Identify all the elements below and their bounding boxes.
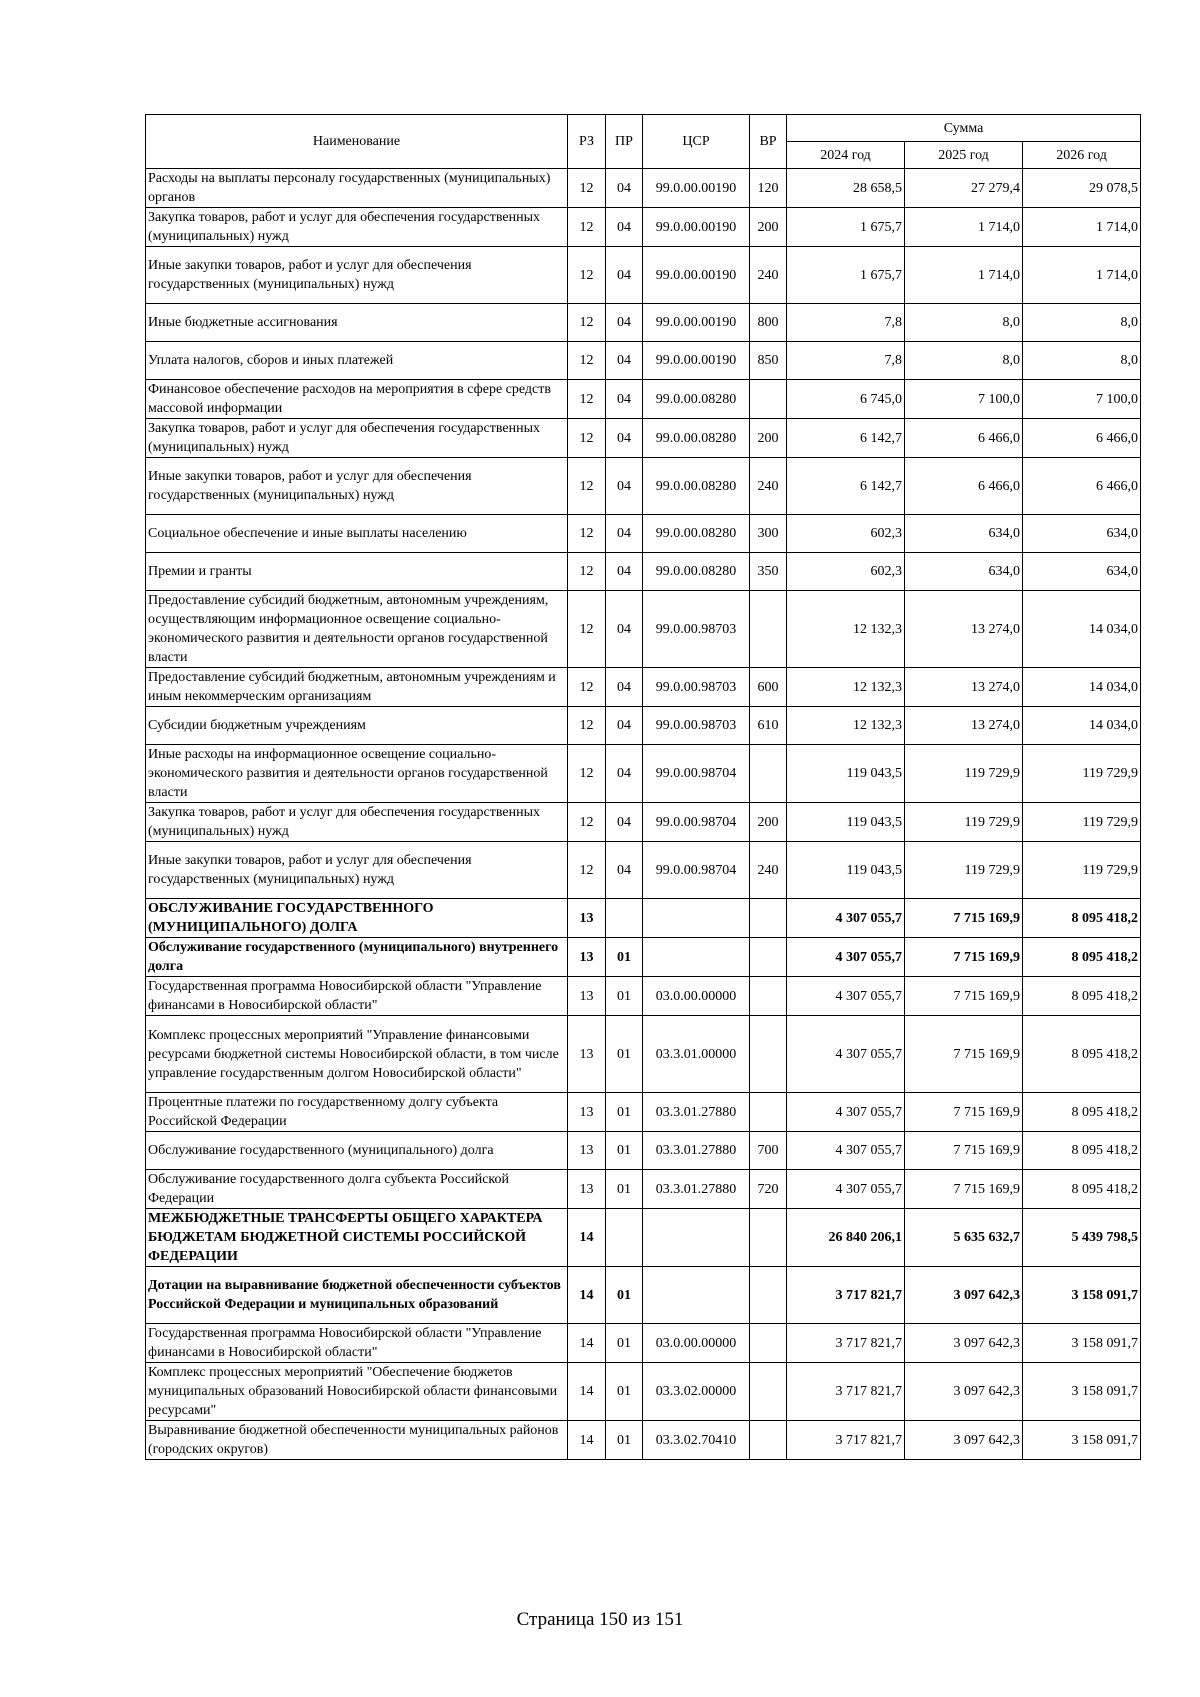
cell-name: Обслуживание государственного (муниципального) долга [146, 1132, 568, 1170]
cell-2025: 8,0 [905, 342, 1023, 380]
cell-name: Иные закупки товаров, работ и услуг для обеспечения государственных (муниципальных) нужд [146, 842, 568, 899]
cell-rz: 12 [568, 169, 606, 208]
cell-csr: 99.0.00.08280 [643, 553, 750, 591]
cell-2024: 3 717 821,7 [787, 1363, 905, 1421]
cell-2025: 634,0 [905, 515, 1023, 553]
cell-pr: 04 [606, 842, 643, 899]
cell-2024: 4 307 055,7 [787, 938, 905, 977]
cell-pr: 01 [606, 1132, 643, 1170]
cell-2025: 3 097 642,3 [905, 1324, 1023, 1363]
cell-2026: 1 714,0 [1023, 247, 1141, 304]
cell-pr: 01 [606, 1016, 643, 1093]
cell-2026: 8 095 418,2 [1023, 899, 1141, 938]
cell-csr [643, 1209, 750, 1267]
cell-rz: 12 [568, 458, 606, 515]
cell-name: ОБСЛУЖИВАНИЕ ГОСУДАРСТВЕННОГО (МУНИЦИПАЛЬНОГО) ДОЛГА [146, 899, 568, 938]
table-row [146, 1324, 1141, 1363]
table-row [146, 1132, 1141, 1170]
cell-2026: 634,0 [1023, 553, 1141, 591]
cell-2026: 5 439 798,5 [1023, 1209, 1141, 1267]
table-row [146, 419, 1141, 458]
cell-2025: 119 729,9 [905, 842, 1023, 899]
cell-2025: 7 715 169,9 [905, 977, 1023, 1016]
cell-2024: 12 132,3 [787, 707, 905, 745]
cell-rz: 14 [568, 1209, 606, 1267]
cell-2026: 119 729,9 [1023, 842, 1141, 899]
cell-rz: 14 [568, 1324, 606, 1363]
table-row [146, 1363, 1141, 1421]
table-header-row [146, 115, 1141, 142]
cell-vr: 300 [750, 515, 787, 553]
cell-name: МЕЖБЮДЖЕТНЫЕ ТРАНСФЕРТЫ ОБЩЕГО ХАРАКТЕРА БЮДЖЕТАМ БЮДЖЕТНОЙ СИСТЕМЫ РОССИЙСКОЙ ФЕДЕРАЦИИ [146, 1209, 568, 1267]
cell-2024: 4 307 055,7 [787, 899, 905, 938]
cell-name: Предоставление субсидий бюджетным, автономным учреждениям и иным некоммерческим организациям [146, 668, 568, 707]
cell-2026: 3 158 091,7 [1023, 1267, 1141, 1324]
cell-name: Предоставление субсидий бюджетным, автономным учреждениям, осуществляющим информационное освещение социально-экономического развития и деятельности органов государственной власти [146, 591, 568, 668]
cell-rz: 13 [568, 1093, 606, 1132]
cell-2025: 3 097 642,3 [905, 1363, 1023, 1421]
cell-2025: 7 715 169,9 [905, 1093, 1023, 1132]
cell-csr: 99.0.00.00190 [643, 247, 750, 304]
table-row [146, 1093, 1141, 1132]
cell-vr: 720 [750, 1170, 787, 1209]
table-row [146, 458, 1141, 515]
header-name: Наименование [146, 115, 568, 169]
cell-name: Расходы на выплаты персоналу государственных (муниципальных) органов [146, 169, 568, 208]
cell-2024: 4 307 055,7 [787, 1093, 905, 1132]
cell-vr: 200 [750, 419, 787, 458]
table-row [146, 977, 1141, 1016]
cell-pr: 01 [606, 1324, 643, 1363]
cell-csr: 03.3.02.00000 [643, 1363, 750, 1421]
cell-2025: 7 715 169,9 [905, 1170, 1023, 1209]
cell-2024: 28 658,5 [787, 169, 905, 208]
cell-name: Обслуживание государственного долга субъекта Российской Федерации [146, 1170, 568, 1209]
cell-rz: 13 [568, 1016, 606, 1093]
cell-name: Государственная программа Новосибирской области "Управление финансами в Новосибирской области" [146, 977, 568, 1016]
cell-2025: 6 466,0 [905, 458, 1023, 515]
cell-csr: 99.0.00.98703 [643, 668, 750, 707]
cell-vr: 610 [750, 707, 787, 745]
cell-rz: 14 [568, 1421, 606, 1460]
cell-csr: 99.0.00.00190 [643, 208, 750, 247]
cell-name: Выравнивание бюджетной обеспеченности муниципальных районов (городских округов) [146, 1421, 568, 1460]
cell-csr: 03.3.01.27880 [643, 1132, 750, 1170]
cell-vr: 120 [750, 169, 787, 208]
cell-csr: 99.0.00.08280 [643, 458, 750, 515]
cell-rz: 14 [568, 1267, 606, 1324]
cell-2025: 6 466,0 [905, 419, 1023, 458]
cell-2025: 1 714,0 [905, 247, 1023, 304]
cell-name: Уплата налогов, сборов и иных платежей [146, 342, 568, 380]
cell-2024: 4 307 055,7 [787, 1016, 905, 1093]
cell-2026: 634,0 [1023, 515, 1141, 553]
cell-vr: 200 [750, 803, 787, 842]
header-year-2025: 2025 год [905, 142, 1023, 169]
cell-2026: 8 095 418,2 [1023, 1093, 1141, 1132]
table-row [146, 938, 1141, 977]
header-vr: ВР [750, 115, 787, 169]
cell-2024: 4 307 055,7 [787, 1132, 905, 1170]
cell-pr: 01 [606, 1421, 643, 1460]
cell-name: Иные закупки товаров, работ и услуг для обеспечения государственных (муниципальных) нужд [146, 458, 568, 515]
cell-2024: 1 675,7 [787, 247, 905, 304]
cell-pr: 04 [606, 342, 643, 380]
cell-2026: 8 095 418,2 [1023, 938, 1141, 977]
table-row [146, 247, 1141, 304]
cell-name: Социальное обеспечение и иные выплаты населению [146, 515, 568, 553]
cell-csr [643, 1267, 750, 1324]
cell-2024: 3 717 821,7 [787, 1267, 905, 1324]
cell-vr [750, 938, 787, 977]
cell-2026: 14 034,0 [1023, 668, 1141, 707]
cell-vr [750, 1016, 787, 1093]
cell-2024: 1 675,7 [787, 208, 905, 247]
cell-2024: 119 043,5 [787, 842, 905, 899]
cell-rz: 12 [568, 247, 606, 304]
cell-2024: 6 142,7 [787, 419, 905, 458]
header-pr: ПР [606, 115, 643, 169]
cell-2024: 119 043,5 [787, 745, 905, 803]
cell-rz: 14 [568, 1363, 606, 1421]
cell-2025: 7 100,0 [905, 380, 1023, 419]
cell-name: Государственная программа Новосибирской области "Управление финансами в Новосибирской области" [146, 1324, 568, 1363]
cell-2026: 119 729,9 [1023, 803, 1141, 842]
cell-vr: 240 [750, 247, 787, 304]
cell-rz: 12 [568, 707, 606, 745]
cell-pr: 04 [606, 380, 643, 419]
cell-2024: 12 132,3 [787, 591, 905, 668]
cell-csr: 99.0.00.98704 [643, 745, 750, 803]
table-row [146, 1421, 1141, 1460]
cell-2026: 3 158 091,7 [1023, 1324, 1141, 1363]
cell-2026: 6 466,0 [1023, 458, 1141, 515]
cell-vr [750, 1324, 787, 1363]
cell-2025: 13 274,0 [905, 668, 1023, 707]
cell-rz: 12 [568, 842, 606, 899]
page-number: Страница 150 из 151 [516, 1609, 684, 1630]
cell-rz: 12 [568, 304, 606, 342]
cell-2026: 8 095 418,2 [1023, 1170, 1141, 1209]
cell-name: Иные закупки товаров, работ и услуг для обеспечения государственных (муниципальных) нужд [146, 247, 568, 304]
cell-csr: 03.3.01.27880 [643, 1170, 750, 1209]
table-body [146, 169, 1141, 1460]
cell-pr: 04 [606, 745, 643, 803]
cell-vr [750, 1209, 787, 1267]
cell-pr: 04 [606, 707, 643, 745]
cell-2024: 3 717 821,7 [787, 1421, 905, 1460]
table-row [146, 1209, 1141, 1267]
table-row [146, 208, 1141, 247]
cell-csr: 99.0.00.00190 [643, 342, 750, 380]
cell-vr [750, 591, 787, 668]
cell-vr: 200 [750, 208, 787, 247]
header-year-2026: 2026 год [1023, 142, 1141, 169]
cell-csr: 99.0.00.98703 [643, 707, 750, 745]
cell-vr [750, 1421, 787, 1460]
cell-2025: 5 635 632,7 [905, 1209, 1023, 1267]
cell-csr: 99.0.00.00190 [643, 169, 750, 208]
cell-rz: 12 [568, 419, 606, 458]
cell-pr: 04 [606, 553, 643, 591]
table-row [146, 304, 1141, 342]
cell-name: Закупка товаров, работ и услуг для обеспечения государственных (муниципальных) нужд [146, 208, 568, 247]
cell-2024: 3 717 821,7 [787, 1324, 905, 1363]
header-rz: РЗ [568, 115, 606, 169]
header-year-2024: 2024 год [787, 142, 905, 169]
cell-vr [750, 1363, 787, 1421]
table-row [146, 707, 1141, 745]
cell-pr: 04 [606, 304, 643, 342]
cell-vr [750, 745, 787, 803]
cell-vr: 600 [750, 668, 787, 707]
cell-name: Иные бюджетные ассигнования [146, 304, 568, 342]
cell-name: Комплекс процессных мероприятий "Обеспечение бюджетов муниципальных образований Новосибирской области финансовыми ресурсами" [146, 1363, 568, 1421]
table-row [146, 1170, 1141, 1209]
cell-2025: 7 715 169,9 [905, 899, 1023, 938]
cell-name: Премии и гранты [146, 553, 568, 591]
cell-pr: 04 [606, 668, 643, 707]
cell-pr: 01 [606, 1170, 643, 1209]
table-row [146, 591, 1141, 668]
cell-vr: 850 [750, 342, 787, 380]
cell-rz: 12 [568, 591, 606, 668]
cell-rz: 13 [568, 899, 606, 938]
cell-2025: 119 729,9 [905, 745, 1023, 803]
cell-2024: 6 745,0 [787, 380, 905, 419]
cell-csr: 99.0.00.08280 [643, 380, 750, 419]
cell-2025: 3 097 642,3 [905, 1267, 1023, 1324]
cell-name: Закупка товаров, работ и услуг для обеспечения государственных (муниципальных) нужд [146, 419, 568, 458]
cell-pr: 04 [606, 515, 643, 553]
cell-2025: 13 274,0 [905, 707, 1023, 745]
cell-name: Процентные платежи по государственному долгу субъекта Российской Федерации [146, 1093, 568, 1132]
cell-2024: 602,3 [787, 553, 905, 591]
cell-csr [643, 938, 750, 977]
cell-2026: 1 714,0 [1023, 208, 1141, 247]
cell-csr: 99.0.00.08280 [643, 515, 750, 553]
table-row [146, 1016, 1141, 1093]
cell-2025: 13 274,0 [905, 591, 1023, 668]
cell-2026: 29 078,5 [1023, 169, 1141, 208]
cell-vr: 800 [750, 304, 787, 342]
cell-2026: 8,0 [1023, 342, 1141, 380]
cell-2024: 12 132,3 [787, 668, 905, 707]
cell-vr [750, 1267, 787, 1324]
cell-pr: 04 [606, 803, 643, 842]
cell-pr [606, 1209, 643, 1267]
cell-csr: 03.3.02.70410 [643, 1421, 750, 1460]
table-row [146, 169, 1141, 208]
cell-2026: 14 034,0 [1023, 707, 1141, 745]
cell-2024: 26 840 206,1 [787, 1209, 905, 1267]
table-row [146, 745, 1141, 803]
cell-rz: 12 [568, 515, 606, 553]
cell-rz: 12 [568, 208, 606, 247]
cell-pr: 01 [606, 938, 643, 977]
table-row [146, 515, 1141, 553]
cell-2026: 3 158 091,7 [1023, 1421, 1141, 1460]
cell-name: Закупка товаров, работ и услуг для обеспечения государственных (муниципальных) нужд [146, 803, 568, 842]
cell-2025: 7 715 169,9 [905, 938, 1023, 977]
cell-2025: 7 715 169,9 [905, 1132, 1023, 1170]
cell-pr: 04 [606, 208, 643, 247]
cell-rz: 13 [568, 1132, 606, 1170]
cell-2024: 6 142,7 [787, 458, 905, 515]
cell-2024: 119 043,5 [787, 803, 905, 842]
cell-2025: 1 714,0 [905, 208, 1023, 247]
cell-2025: 119 729,9 [905, 803, 1023, 842]
cell-pr: 04 [606, 591, 643, 668]
cell-name: Обслуживание государственного (муниципального) внутреннего долга [146, 938, 568, 977]
cell-vr: 350 [750, 553, 787, 591]
cell-csr [643, 899, 750, 938]
cell-rz: 12 [568, 745, 606, 803]
cell-csr: 99.0.00.98704 [643, 803, 750, 842]
cell-name: Дотации на выравнивание бюджетной обеспеченности субъектов Российской Федерации и муниципальных образований [146, 1267, 568, 1324]
cell-pr: 04 [606, 247, 643, 304]
cell-vr [750, 977, 787, 1016]
cell-vr: 240 [750, 842, 787, 899]
cell-vr [750, 899, 787, 938]
cell-csr: 99.0.00.00190 [643, 304, 750, 342]
table-row [146, 842, 1141, 899]
cell-csr: 99.0.00.08280 [643, 419, 750, 458]
cell-vr [750, 380, 787, 419]
table-row [146, 553, 1141, 591]
cell-csr: 03.0.00.00000 [643, 1324, 750, 1363]
cell-2024: 7,8 [787, 342, 905, 380]
cell-pr: 01 [606, 1267, 643, 1324]
budget-table [145, 114, 1141, 1460]
cell-2024: 4 307 055,7 [787, 1170, 905, 1209]
cell-csr: 99.0.00.98703 [643, 591, 750, 668]
cell-vr: 240 [750, 458, 787, 515]
cell-vr: 700 [750, 1132, 787, 1170]
cell-name: Комплекс процессных мероприятий "Управление финансовыми ресурсами бюджетной системы Новосибирской области, в том числе управление государственным долгом Новосибирской области" [146, 1016, 568, 1093]
table-row [146, 342, 1141, 380]
cell-2025: 27 279,4 [905, 169, 1023, 208]
cell-2024: 602,3 [787, 515, 905, 553]
cell-2025: 634,0 [905, 553, 1023, 591]
cell-name: Субсидии бюджетным учреждениям [146, 707, 568, 745]
cell-name: Иные расходы на информационное освещение социально-экономического развития и деятельности органов государственной власти [146, 745, 568, 803]
cell-2025: 7 715 169,9 [905, 1016, 1023, 1093]
cell-2026: 6 466,0 [1023, 419, 1141, 458]
table-row [146, 803, 1141, 842]
cell-pr: 01 [606, 1093, 643, 1132]
cell-rz: 13 [568, 938, 606, 977]
cell-2026: 8 095 418,2 [1023, 977, 1141, 1016]
cell-2026: 8,0 [1023, 304, 1141, 342]
cell-rz: 12 [568, 668, 606, 707]
cell-pr [606, 899, 643, 938]
cell-pr: 04 [606, 419, 643, 458]
cell-rz: 12 [568, 380, 606, 419]
cell-csr: 99.0.00.98704 [643, 842, 750, 899]
cell-vr [750, 1093, 787, 1132]
header-csr: ЦСР [643, 115, 750, 169]
cell-rz: 12 [568, 553, 606, 591]
cell-name: Финансовое обеспечение расходов на мероприятия в сфере средств массовой информации [146, 380, 568, 419]
cell-2026: 3 158 091,7 [1023, 1363, 1141, 1421]
cell-pr: 04 [606, 169, 643, 208]
cell-2026: 14 034,0 [1023, 591, 1141, 668]
table-row [146, 380, 1141, 419]
cell-2024: 4 307 055,7 [787, 977, 905, 1016]
cell-2026: 8 095 418,2 [1023, 1016, 1141, 1093]
table-row [146, 668, 1141, 707]
cell-csr: 03.3.01.00000 [643, 1016, 750, 1093]
cell-rz: 12 [568, 803, 606, 842]
cell-csr: 03.3.01.27880 [643, 1093, 750, 1132]
cell-pr: 04 [606, 458, 643, 515]
cell-2025: 8,0 [905, 304, 1023, 342]
cell-2026: 119 729,9 [1023, 745, 1141, 803]
cell-2026: 8 095 418,2 [1023, 1132, 1141, 1170]
cell-rz: 13 [568, 977, 606, 1016]
cell-rz: 13 [568, 1170, 606, 1209]
cell-pr: 01 [606, 1363, 643, 1421]
cell-2024: 7,8 [787, 304, 905, 342]
cell-2026: 7 100,0 [1023, 380, 1141, 419]
cell-rz: 12 [568, 342, 606, 380]
cell-2025: 3 097 642,3 [905, 1421, 1023, 1460]
table-row [146, 1267, 1141, 1324]
header-sum: Сумма [787, 115, 1141, 142]
cell-pr: 01 [606, 977, 643, 1016]
cell-csr: 03.0.00.00000 [643, 977, 750, 1016]
table-row [146, 899, 1141, 938]
